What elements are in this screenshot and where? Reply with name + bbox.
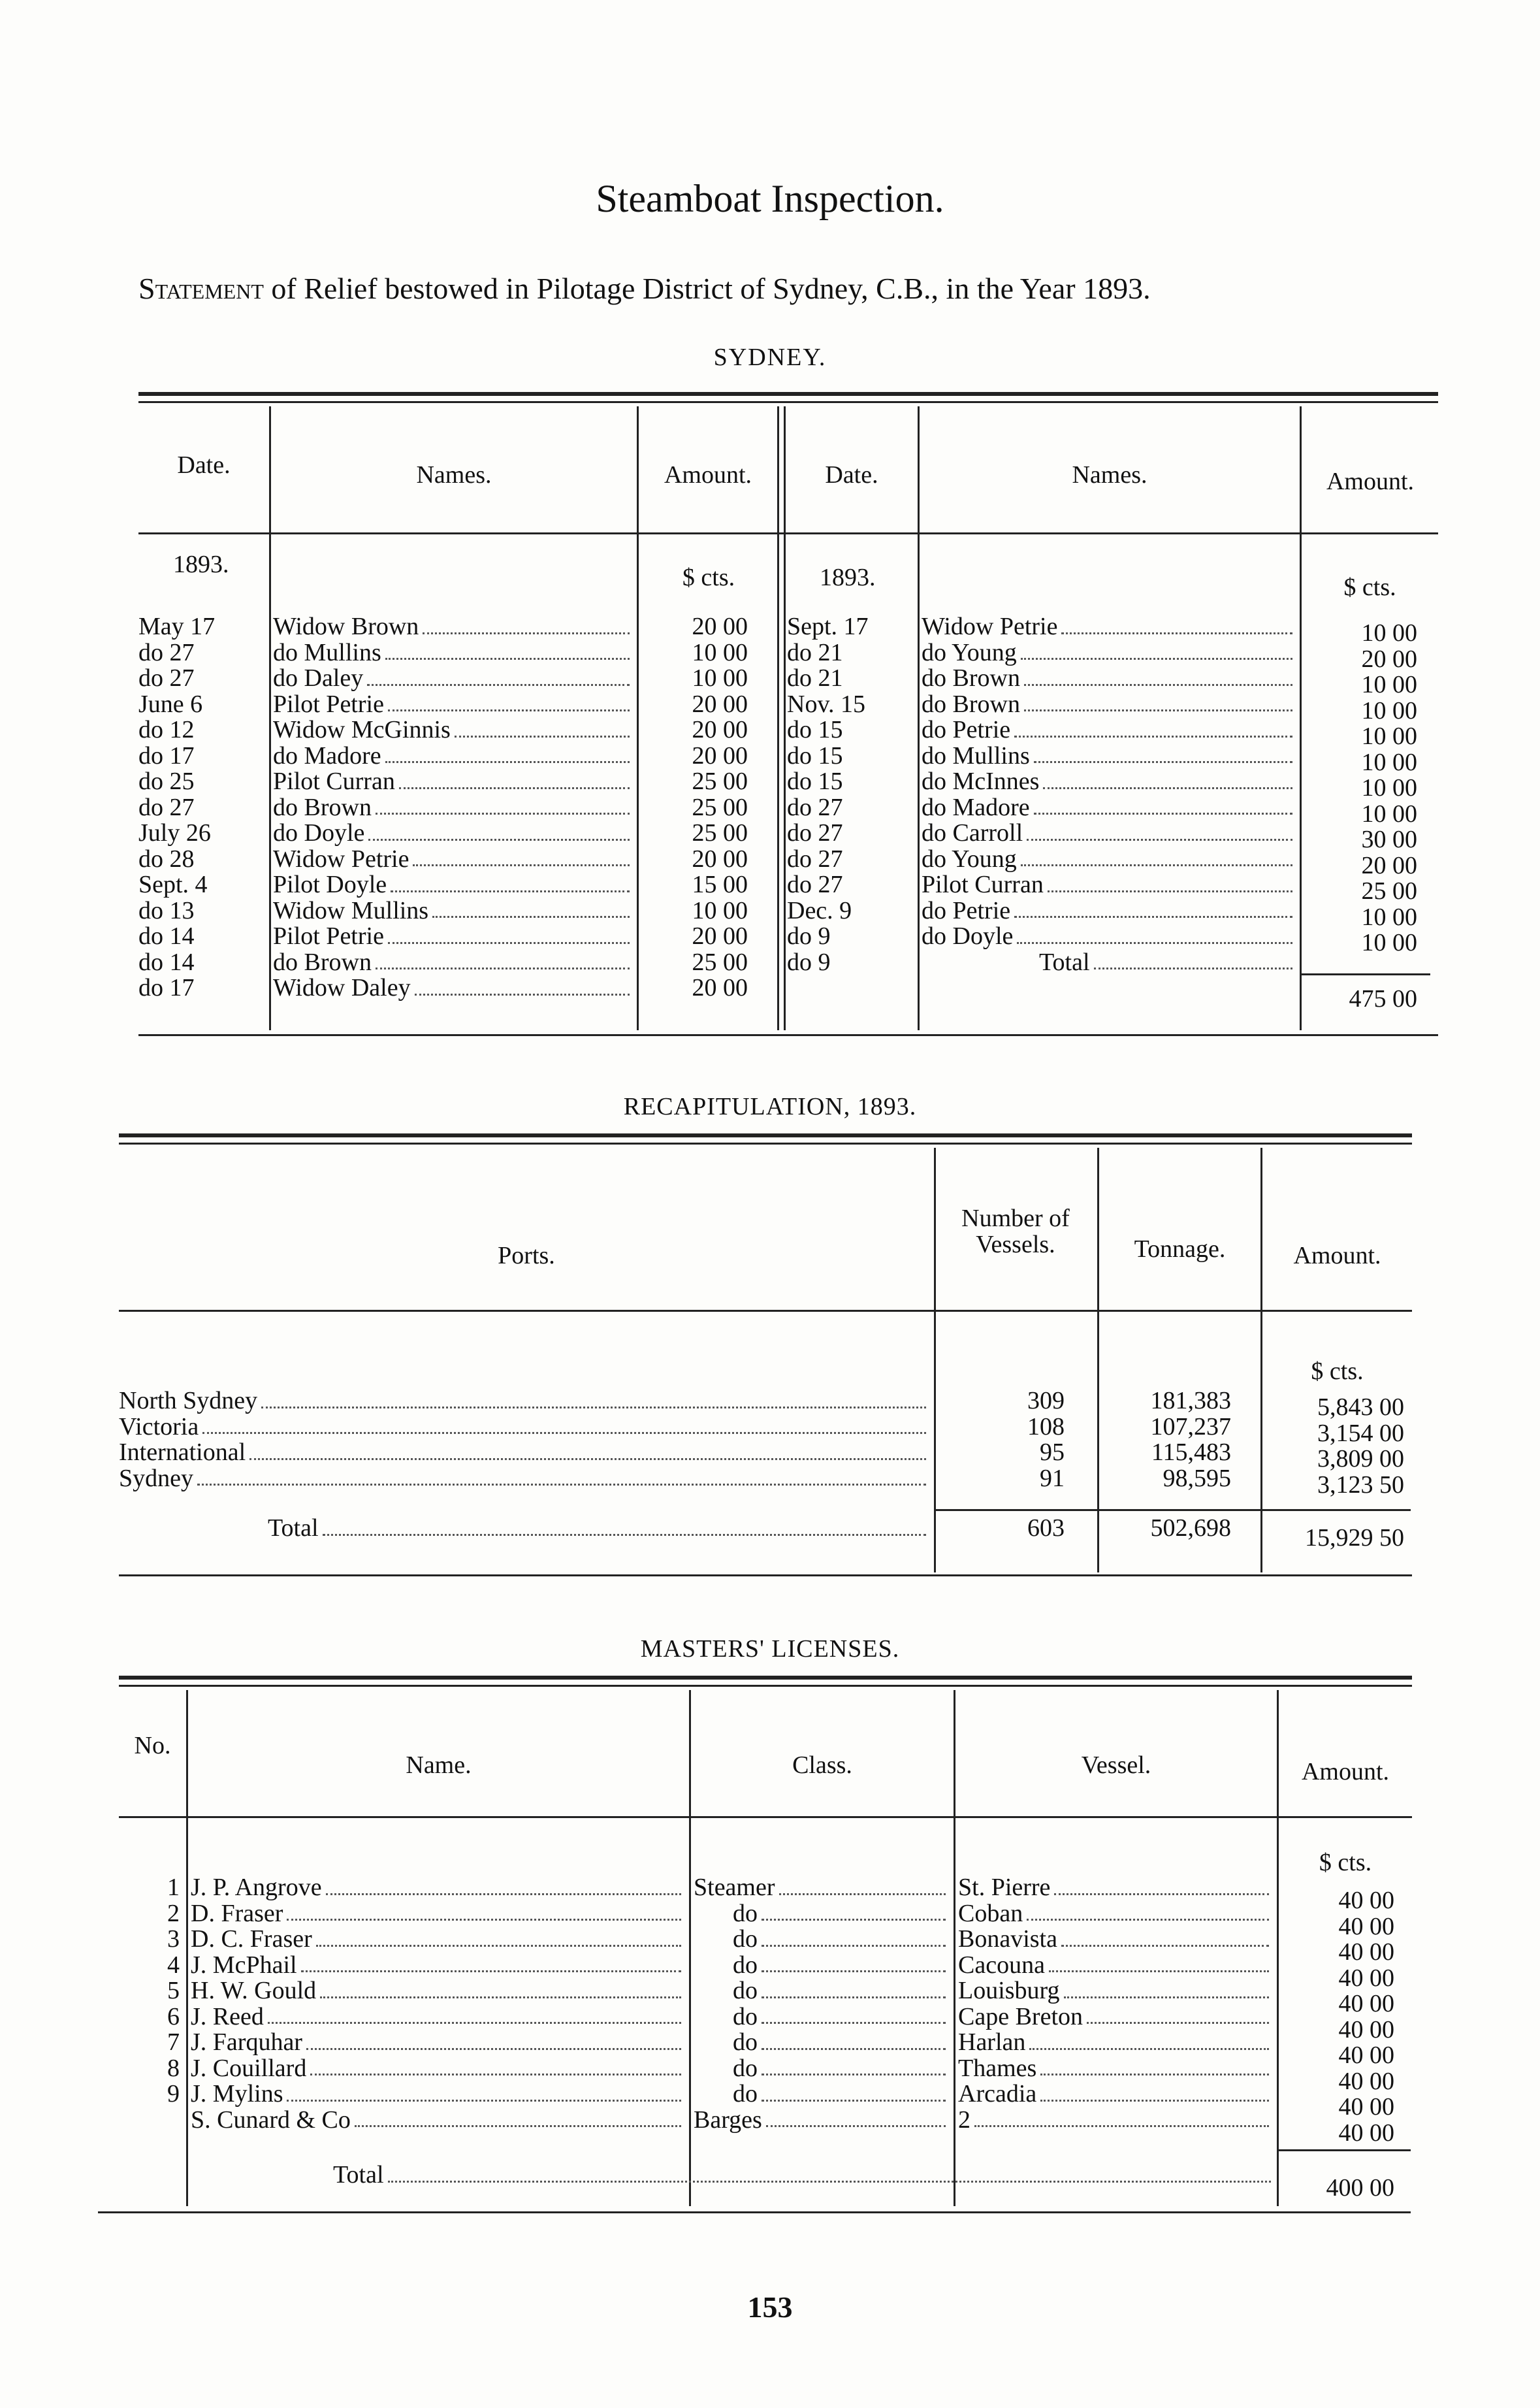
statement-lead-word: Statement bbox=[138, 272, 264, 305]
masters-class-row bbox=[694, 2081, 948, 2107]
sydney-right-name-row bbox=[922, 924, 1295, 950]
masters-class: do bbox=[733, 1977, 758, 2004]
masters-class: do bbox=[733, 1899, 758, 1927]
masters-class: Barges bbox=[694, 2106, 762, 2134]
sydney-total-row bbox=[922, 950, 1295, 976]
masters-currency: $ cts. bbox=[1319, 1849, 1372, 1876]
sydney-right-name: do Madore bbox=[922, 793, 1030, 821]
masters-vessel-row bbox=[958, 2004, 1272, 2030]
masters-class-column bbox=[694, 1875, 948, 2133]
sydney-right-date: do 21 bbox=[787, 638, 843, 666]
masters-heading: MASTERS' LICENSES. bbox=[640, 1635, 900, 1663]
masters-vessel: Coban bbox=[958, 1899, 1023, 1927]
masters-vessel-row bbox=[958, 1978, 1272, 2004]
masters-class: do bbox=[733, 1925, 758, 1953]
masters-vessel-row bbox=[958, 2030, 1272, 2056]
sydney-left-name-row bbox=[273, 872, 632, 898]
statement-rest: of Relief bestowed in Pilotage District of Sydney, C.B., in the Year 1893. bbox=[263, 272, 1151, 305]
sydney-header-date-left: Date. bbox=[177, 451, 231, 479]
sydney-right-date: Sept. 17 bbox=[787, 613, 869, 640]
recap-ports-column bbox=[119, 1388, 929, 1491]
masters-vessel-row bbox=[958, 1875, 1272, 1901]
masters-class-row bbox=[694, 2030, 948, 2056]
sydney-header-amount-left: Amount. bbox=[664, 461, 752, 489]
sydney-right-name-row bbox=[922, 614, 1295, 640]
sydney-right-name: do Mullins bbox=[922, 741, 1030, 770]
recap-port-row bbox=[119, 1440, 929, 1466]
masters-name: J. Couillard bbox=[191, 2054, 307, 2082]
sydney-right-date: do 15 bbox=[787, 741, 843, 770]
sydney-left-date: do 13 bbox=[138, 896, 195, 924]
sydney-left-amount: 20 00 bbox=[692, 974, 748, 1001]
sydney-currency-right: $ cts. bbox=[1343, 574, 1396, 601]
recap-vessels: 108 bbox=[1027, 1412, 1065, 1440]
masters-name: D. Fraser bbox=[191, 1899, 283, 1927]
masters-vessel: Harlan bbox=[958, 2028, 1026, 2056]
sydney-right-amount: 10 00 bbox=[1361, 723, 1417, 750]
recap-vessels: 309 bbox=[1027, 1387, 1065, 1414]
masters-vessel: Cacouna bbox=[958, 1951, 1045, 1979]
masters-no: 5 bbox=[167, 1977, 180, 2004]
sydney-header-date-right: Date. bbox=[825, 461, 878, 489]
sydney-left-name-row bbox=[273, 924, 632, 950]
sydney-left-amount: 20 00 bbox=[692, 716, 748, 743]
sydney-left-amount: 20 00 bbox=[692, 690, 748, 718]
masters-amount: 40 00 bbox=[1338, 1990, 1394, 2017]
masters-vessel: Cape Breton bbox=[958, 2002, 1083, 2030]
masters-class: do bbox=[733, 2002, 758, 2030]
sydney-right-name: do Petrie bbox=[922, 716, 1011, 743]
recap-currency: $ cts. bbox=[1311, 1358, 1364, 1385]
masters-name-row bbox=[191, 1978, 684, 2004]
sydney-left-name: Widow Daley bbox=[273, 974, 411, 1001]
masters-class-row bbox=[694, 1875, 948, 1901]
sydney-right-name-row bbox=[922, 872, 1295, 898]
masters-name: J. Reed bbox=[191, 2002, 264, 2030]
sydney-left-names-column bbox=[273, 614, 632, 1001]
sydney-right-amount: 10 00 bbox=[1361, 774, 1417, 802]
sydney-left-date: do 12 bbox=[138, 716, 195, 743]
masters-header-no: No. bbox=[134, 1732, 171, 1759]
sydney-right-name: do Petrie bbox=[922, 896, 1011, 924]
sydney-left-date: July 26 bbox=[138, 819, 211, 847]
sydney-left-name-row bbox=[273, 847, 632, 873]
sydney-header-names-right: Names. bbox=[1072, 461, 1147, 489]
sydney-left-date: do 27 bbox=[138, 664, 195, 692]
sydney-right-amount: 10 00 bbox=[1361, 903, 1417, 931]
masters-amount: 40 00 bbox=[1338, 1938, 1394, 1966]
masters-vessel-row bbox=[958, 1927, 1272, 1953]
masters-total-row bbox=[333, 2162, 1274, 2188]
masters-no: 9 bbox=[167, 2080, 180, 2107]
recap-port: Sydney bbox=[119, 1464, 193, 1492]
recap-tonnage: 107,237 bbox=[1150, 1412, 1231, 1440]
sydney-left-date-column bbox=[138, 614, 265, 1001]
masters-class: do bbox=[733, 2054, 758, 2082]
recap-amount: 3,809 00 bbox=[1317, 1445, 1404, 1472]
masters-amount: 40 00 bbox=[1338, 2015, 1394, 2043]
sydney-right-amount: 10 00 bbox=[1361, 800, 1417, 828]
sydney-right-name: do Brown bbox=[922, 664, 1020, 692]
masters-vessel-column bbox=[958, 1875, 1272, 2133]
sydney-right-name: do Brown bbox=[922, 690, 1020, 718]
sydney-left-date: do 27 bbox=[138, 793, 195, 821]
recap-total-vessels: 603 bbox=[1027, 1514, 1065, 1542]
masters-name-row bbox=[191, 1875, 684, 1901]
recap-total-amount: 15,929 50 bbox=[1305, 1524, 1404, 1552]
sydney-left-name-row bbox=[273, 692, 632, 718]
recap-amount-column bbox=[1267, 1395, 1404, 1498]
masters-class-row bbox=[694, 1978, 948, 2004]
masters-class-row bbox=[694, 1953, 948, 1979]
masters-vessel-row bbox=[958, 1953, 1272, 1979]
sydney-right-date: do 9 bbox=[787, 922, 831, 950]
recap-port-row bbox=[119, 1466, 929, 1492]
masters-class: do bbox=[733, 1951, 758, 1979]
masters-no: 1 bbox=[167, 1874, 180, 1901]
recap-vessels: 91 bbox=[1040, 1464, 1065, 1492]
sydney-right-name-row bbox=[922, 743, 1295, 770]
masters-class-row bbox=[694, 2107, 948, 2134]
recap-header-vessels: Number of Vessels. bbox=[961, 1205, 1070, 1258]
sydney-left-name: do Brown bbox=[273, 793, 372, 821]
sydney-left-amount-column bbox=[643, 614, 748, 1001]
masters-name-row bbox=[191, 2107, 684, 2134]
sydney-left-name: Pilot Doyle bbox=[273, 871, 387, 898]
masters-vessel: Thames bbox=[958, 2054, 1037, 2082]
masters-vessel: St. Pierre bbox=[958, 1874, 1051, 1901]
sydney-left-amount: 25 00 bbox=[692, 819, 748, 847]
masters-header-class: Class. bbox=[792, 1751, 852, 1779]
sydney-right-name-row bbox=[922, 717, 1295, 743]
sydney-left-name: do Daley bbox=[273, 664, 364, 692]
sydney-right-name-row bbox=[922, 898, 1295, 924]
recap-total-label: Total bbox=[268, 1514, 319, 1542]
sydney-right-date: do 15 bbox=[787, 768, 843, 795]
masters-name-row bbox=[191, 2004, 684, 2030]
sydney-left-name: Widow Brown bbox=[273, 613, 419, 640]
sydney-right-date: Dec. 9 bbox=[787, 896, 852, 924]
recap-tonnage: 115,483 bbox=[1151, 1439, 1231, 1466]
masters-no: 8 bbox=[167, 2054, 180, 2082]
masters-no: 6 bbox=[167, 2002, 180, 2030]
recap-port: International bbox=[119, 1439, 246, 1466]
masters-amount: 40 00 bbox=[1338, 2042, 1394, 2069]
masters-no: 2 bbox=[167, 1899, 180, 1927]
sydney-left-date: do 17 bbox=[138, 741, 195, 770]
recap-port: Victoria bbox=[119, 1412, 199, 1440]
page-title: Steamboat Inspection. bbox=[596, 177, 944, 220]
sydney-right-name: do Doyle bbox=[922, 922, 1014, 950]
sydney-left-amount: 25 00 bbox=[692, 948, 748, 976]
sydney-right-amount: 30 00 bbox=[1361, 826, 1417, 853]
masters-class-row bbox=[694, 2004, 948, 2030]
masters-name-row bbox=[191, 1901, 684, 1927]
sydney-right-date: do 27 bbox=[787, 871, 843, 898]
recap-header-tonnage: Tonnage. bbox=[1134, 1235, 1226, 1263]
sydney-left-name: Pilot Curran bbox=[273, 768, 395, 795]
sydney-left-name-row bbox=[273, 743, 632, 770]
masters-name: S. Cunard & Co bbox=[191, 2106, 351, 2134]
masters-amount: 40 00 bbox=[1338, 2067, 1394, 2095]
sydney-left-date: do 28 bbox=[138, 845, 195, 873]
sydney-left-date: do 14 bbox=[138, 922, 195, 950]
masters-name-row bbox=[191, 2030, 684, 2056]
sydney-header-names-left: Names. bbox=[416, 461, 492, 489]
masters-name-row bbox=[191, 1953, 684, 1979]
sydney-right-date: do 27 bbox=[787, 819, 843, 847]
recap-amount: 5,843 00 bbox=[1317, 1393, 1404, 1421]
sydney-right-name-row bbox=[922, 769, 1295, 795]
masters-name: D. C. Fraser bbox=[191, 1925, 312, 1953]
sydney-left-date: May 17 bbox=[138, 613, 216, 640]
masters-vessel: Bonavista bbox=[958, 1925, 1057, 1953]
recap-heading: RECAPITULATION, 1893. bbox=[623, 1093, 917, 1120]
sydney-right-name-row bbox=[922, 666, 1295, 692]
masters-class-row bbox=[694, 1901, 948, 1927]
masters-name: J. Mylins bbox=[191, 2080, 283, 2107]
masters-class-row bbox=[694, 2056, 948, 2082]
sydney-right-date: do 15 bbox=[787, 716, 843, 743]
sydney-right-name-row bbox=[922, 821, 1295, 847]
sydney-left-amount: 10 00 bbox=[692, 664, 748, 692]
masters-name: J. McPhail bbox=[191, 1951, 297, 1979]
masters-amount: 40 00 bbox=[1338, 2093, 1394, 2121]
recap-total-tonnage: 502,698 bbox=[1150, 1514, 1231, 1542]
sydney-header-amount-right: Amount. bbox=[1326, 468, 1415, 495]
masters-vessel-row bbox=[958, 2107, 1272, 2134]
sydney-right-date: do 27 bbox=[787, 793, 843, 821]
masters-name: J. Farquhar bbox=[191, 2028, 302, 2056]
sydney-left-name: do Mullins bbox=[273, 638, 381, 666]
masters-no: 7 bbox=[167, 2028, 180, 2056]
masters-class: do bbox=[733, 2028, 758, 2056]
masters-amount: 40 00 bbox=[1338, 2119, 1394, 2147]
sydney-left-name-row bbox=[273, 821, 632, 847]
sydney-left-date: June 6 bbox=[138, 690, 203, 718]
sydney-left-name-row bbox=[273, 640, 632, 666]
sydney-left-name-row bbox=[273, 717, 632, 743]
sydney-right-amount: 20 00 bbox=[1361, 645, 1417, 673]
sydney-left-name: do Madore bbox=[273, 741, 381, 770]
masters-header-vessel: Vessel. bbox=[1081, 1751, 1151, 1779]
sydney-right-date: do 27 bbox=[787, 845, 843, 873]
sydney-left-name-row bbox=[273, 769, 632, 795]
masters-name: J. P. Angrove bbox=[191, 1874, 322, 1901]
masters-no bbox=[140, 2107, 180, 2134]
sydney-left-name: Pilot Petrie bbox=[273, 922, 384, 950]
masters-name-row bbox=[191, 1927, 684, 1953]
page-number: 153 bbox=[747, 2290, 793, 2324]
masters-vessel: Louisburg bbox=[958, 1977, 1060, 2004]
sydney-right-amount: 10 00 bbox=[1361, 748, 1417, 776]
sydney-left-amount: 25 00 bbox=[692, 793, 748, 821]
recap-tonnage: 181,383 bbox=[1150, 1387, 1231, 1414]
recap-tonnage: 98,595 bbox=[1163, 1464, 1231, 1492]
sydney-left-name-row bbox=[273, 950, 632, 976]
recap-amount: 3,123 50 bbox=[1317, 1471, 1404, 1499]
sydney-right-amount: 10 00 bbox=[1361, 619, 1417, 647]
sydney-left-name: Widow Mullins bbox=[273, 896, 429, 924]
sydney-right-name: do McInnes bbox=[922, 768, 1040, 795]
recap-port: North Sydney bbox=[119, 1387, 258, 1414]
recap-port-row bbox=[119, 1414, 929, 1440]
sydney-left-amount: 15 00 bbox=[692, 871, 748, 898]
masters-header-name: Name. bbox=[406, 1751, 472, 1779]
masters-vessel-row bbox=[958, 1901, 1272, 1927]
sydney-right-date: do 9 bbox=[787, 948, 831, 976]
masters-class: do bbox=[733, 2080, 758, 2107]
recap-total-row bbox=[268, 1516, 929, 1542]
sydney-left-amount: 20 00 bbox=[692, 922, 748, 950]
sydney-year-right: 1893. bbox=[820, 564, 876, 591]
sydney-left-name: Widow McGinnis bbox=[273, 716, 451, 743]
sydney-left-date: Sept. 4 bbox=[138, 871, 208, 898]
recap-header-amount: Amount. bbox=[1293, 1242, 1381, 1269]
sydney-right-name: do Young bbox=[922, 845, 1017, 873]
sydney-left-amount: 20 00 bbox=[692, 613, 748, 640]
sydney-right-name-row bbox=[922, 795, 1295, 821]
recap-header-ports: Ports. bbox=[498, 1242, 555, 1269]
masters-name-row bbox=[191, 2081, 684, 2107]
masters-no: 4 bbox=[167, 1951, 180, 1979]
sydney-left-name-row bbox=[273, 614, 632, 640]
sydney-right-amount: 10 00 bbox=[1361, 671, 1417, 698]
sydney-right-amount-column bbox=[1303, 621, 1417, 956]
sydney-left-date: do 27 bbox=[138, 638, 195, 666]
sydney-total-label: Total bbox=[1039, 948, 1090, 976]
sydney-right-amount: 10 00 bbox=[1361, 929, 1417, 956]
sydney-right-amount: 10 00 bbox=[1361, 696, 1417, 724]
sydney-left-date: do 14 bbox=[138, 948, 195, 976]
sydney-right-name-row bbox=[922, 847, 1295, 873]
sydney-right-name-row bbox=[922, 692, 1295, 718]
recap-amount: 3,154 00 bbox=[1317, 1419, 1404, 1447]
sydney-currency-left: $ cts. bbox=[682, 564, 735, 591]
recap-tonnage-column bbox=[1104, 1388, 1231, 1491]
masters-amount-column bbox=[1283, 1888, 1394, 2146]
masters-amount: 40 00 bbox=[1338, 1912, 1394, 1940]
masters-header-amount: Amount. bbox=[1301, 1758, 1390, 1785]
sydney-left-date: do 17 bbox=[138, 974, 195, 1001]
sydney-right-name: Widow Petrie bbox=[922, 613, 1058, 640]
sydney-right-date: Nov. 15 bbox=[787, 690, 865, 718]
sydney-right-names-column bbox=[922, 614, 1295, 975]
masters-total-amount: 400 00 bbox=[1326, 2174, 1394, 2202]
sydney-right-name: Pilot Curran bbox=[922, 871, 1044, 898]
masters-vessel-row bbox=[958, 2056, 1272, 2082]
sydney-left-name-row bbox=[273, 795, 632, 821]
masters-amount: 40 00 bbox=[1338, 1964, 1394, 1992]
sydney-left-name: Pilot Petrie bbox=[273, 690, 384, 718]
recap-vessels: 95 bbox=[1040, 1439, 1065, 1466]
masters-amount: 40 00 bbox=[1338, 1887, 1394, 1914]
masters-class: Steamer bbox=[694, 1874, 775, 1901]
sydney-heading: SYDNEY. bbox=[713, 344, 827, 371]
recap-port-row bbox=[119, 1388, 929, 1414]
masters-class-row bbox=[694, 1927, 948, 1953]
masters-name: H. W. Gould bbox=[191, 1977, 317, 2004]
sydney-left-name: Widow Petrie bbox=[273, 845, 409, 873]
masters-vessel: Arcadia bbox=[958, 2080, 1037, 2107]
sydney-left-date: do 25 bbox=[138, 768, 195, 795]
masters-no-column bbox=[140, 1875, 180, 2133]
sydney-left-name: do Brown bbox=[273, 948, 372, 976]
statement-caption bbox=[138, 271, 1445, 306]
masters-name-column bbox=[191, 1875, 684, 2133]
sydney-left-amount: 25 00 bbox=[692, 768, 748, 795]
sydney-right-date: do 21 bbox=[787, 664, 843, 692]
sydney-right-amount: 20 00 bbox=[1361, 851, 1417, 879]
sydney-left-name: do Doyle bbox=[273, 819, 365, 847]
sydney-right-amount: 25 00 bbox=[1361, 877, 1417, 905]
sydney-year-left: 1893. bbox=[173, 551, 229, 578]
sydney-left-amount: 10 00 bbox=[692, 638, 748, 666]
masters-vessel-row bbox=[958, 2081, 1272, 2107]
sydney-left-name-row bbox=[273, 666, 632, 692]
recap-vessels-column bbox=[940, 1388, 1065, 1491]
sydney-right-date-column bbox=[787, 614, 914, 975]
masters-name-row bbox=[191, 2056, 684, 2082]
sydney-right-name: do Carroll bbox=[922, 819, 1023, 847]
masters-total-label: Total bbox=[333, 2161, 384, 2188]
masters-no: 3 bbox=[167, 1925, 180, 1953]
sydney-left-name-row bbox=[273, 898, 632, 924]
sydney-left-amount: 20 00 bbox=[692, 741, 748, 770]
sydney-left-name-row bbox=[273, 975, 632, 1001]
sydney-left-amount: 20 00 bbox=[692, 845, 748, 873]
masters-vessel: 2 bbox=[958, 2106, 971, 2134]
sydney-right-name-row bbox=[922, 640, 1295, 666]
sydney-total-amount: 475 00 bbox=[1349, 985, 1417, 1013]
sydney-left-amount: 10 00 bbox=[692, 896, 748, 924]
sydney-right-name: do Young bbox=[922, 638, 1017, 666]
